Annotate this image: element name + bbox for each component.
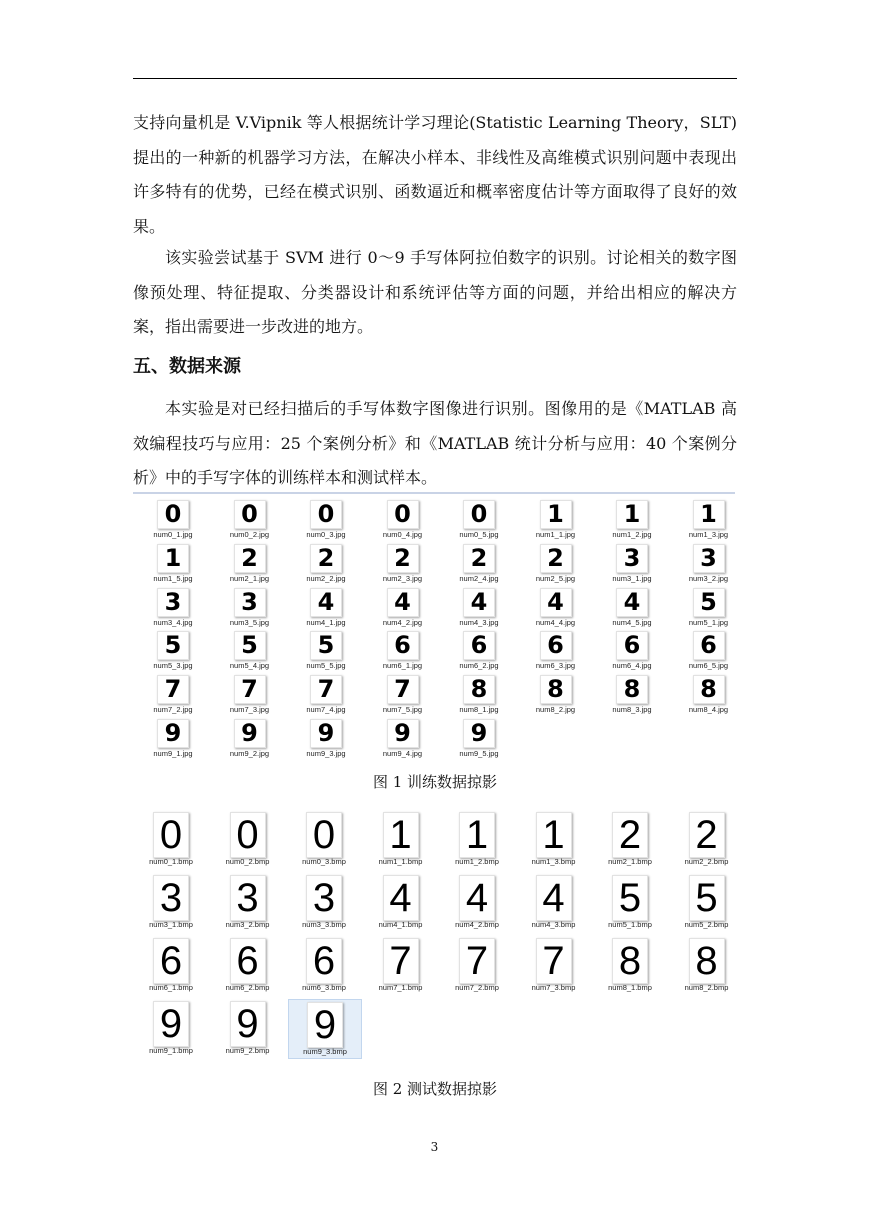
paragraph-data-source: 本实验是对已经扫描后的手写体数字图像进行识别。图像用的是《MATLAB 高效编程技巧与应用：25 个案例分析》和《MATLAB 统计分析与应用：40 个案例分析》中的手写字体的训练样本和测试样本。 xyxy=(133,399,737,487)
digit-image xyxy=(307,1002,343,1048)
digit-glyph: 5 xyxy=(317,631,335,660)
file-name-label: num0_3.jpg xyxy=(306,530,346,539)
digit-image xyxy=(616,500,648,529)
file-name-label: num9_3.bmp xyxy=(303,1047,347,1056)
digit-glyph: 0 xyxy=(159,813,183,857)
digit-image xyxy=(157,675,189,704)
thumbnail-item[interactable] xyxy=(596,498,668,540)
thumbnail-item[interactable] xyxy=(673,629,745,671)
digit-glyph: 7 xyxy=(394,675,411,704)
digit-glyph: 2 xyxy=(695,813,718,857)
digit-glyph: 2 xyxy=(317,543,335,572)
thumbnail-item[interactable] xyxy=(367,542,439,584)
digit-image xyxy=(463,719,495,748)
file-name-label: num5_1.jpg xyxy=(688,617,729,627)
file-name-label: num0_1.bmp xyxy=(149,857,193,866)
thumbnail-item[interactable] xyxy=(594,810,666,868)
file-name-label: num3_1.jpg xyxy=(612,573,652,583)
digit-image xyxy=(693,544,725,573)
digit-image xyxy=(230,1001,266,1047)
file-name-label: num0_3.bmp xyxy=(302,857,346,866)
file-name-label: num1_2.jpg xyxy=(612,530,652,539)
thumbnail-item[interactable] xyxy=(367,498,439,540)
thumbnail-item[interactable] xyxy=(367,629,439,671)
digit-image xyxy=(463,631,495,660)
thumbnail-item[interactable] xyxy=(290,717,362,759)
digit-image xyxy=(693,588,725,617)
thumbnail-item[interactable] xyxy=(137,542,209,584)
thumbnail-item[interactable] xyxy=(214,586,286,628)
digit-glyph: 5 xyxy=(695,876,718,920)
file-name-label: num8_2.bmp xyxy=(684,983,729,992)
file-name-label: num3_1.bmp xyxy=(149,920,193,929)
thumbnail-item[interactable] xyxy=(520,586,592,628)
file-name-label: num4_1.bmp xyxy=(378,920,423,929)
training-data-figure xyxy=(133,492,735,766)
digit-glyph: 5 xyxy=(700,587,717,616)
thumbnail-item[interactable] xyxy=(518,936,590,994)
digit-glyph: 3 xyxy=(700,543,717,572)
digit-image xyxy=(153,875,189,921)
digit-image xyxy=(689,938,725,984)
digit-glyph: 4 xyxy=(394,587,411,616)
digit-glyph: 4 xyxy=(389,876,412,920)
digit-glyph: 8 xyxy=(470,675,488,704)
page-number: 3 xyxy=(430,1140,439,1154)
file-name-label: num8_3.jpg xyxy=(612,705,652,715)
digit-image xyxy=(459,875,495,921)
thumbnail-item[interactable] xyxy=(520,673,592,715)
thumbnail-item[interactable] xyxy=(594,936,666,994)
digit-glyph: 2 xyxy=(394,543,411,572)
digit-image xyxy=(387,500,419,529)
digit-image xyxy=(157,500,189,529)
thumbnail-item[interactable] xyxy=(135,936,207,994)
digit-glyph: 4 xyxy=(465,876,489,920)
file-name-label: num8_4.jpg xyxy=(688,705,729,715)
file-name-label: num5_2.bmp xyxy=(684,920,729,929)
digit-glyph: 8 xyxy=(547,675,564,704)
digit-image xyxy=(234,588,266,617)
file-name-label: num2_5.jpg xyxy=(535,573,576,583)
thumbnail-item[interactable] xyxy=(594,873,666,931)
thumbnail-item[interactable] xyxy=(135,873,207,931)
digit-image xyxy=(383,812,419,858)
file-name-label: num3_3.bmp xyxy=(302,920,346,929)
digit-glyph: 7 xyxy=(317,675,335,704)
digit-glyph: 5 xyxy=(164,631,182,660)
thumbnail-item[interactable] xyxy=(365,936,437,994)
thumbnail-item[interactable] xyxy=(443,586,515,628)
file-name-label: num1_3.jpg xyxy=(688,530,729,539)
digit-image xyxy=(463,500,495,529)
file-name-label: num6_4.jpg xyxy=(612,661,652,671)
file-name-label: num2_2.bmp xyxy=(684,857,729,866)
digit-glyph: 0 xyxy=(317,500,335,528)
file-name-label: num1_1.jpg xyxy=(535,530,576,539)
digit-image xyxy=(234,544,266,573)
thumbnail-item[interactable] xyxy=(673,498,745,540)
thumbnail-item[interactable] xyxy=(288,810,360,868)
digit-image xyxy=(387,544,419,573)
digit-image xyxy=(536,875,572,921)
thumbnail-item[interactable] xyxy=(137,498,209,540)
thumbnail-item[interactable] xyxy=(596,542,668,584)
digit-glyph: 6 xyxy=(159,939,183,983)
digit-image xyxy=(383,875,419,921)
file-name-label: num6_1.bmp xyxy=(149,983,193,992)
file-name-label: num2_1.jpg xyxy=(229,573,270,583)
digit-image xyxy=(616,544,648,573)
thumbnail-item[interactable] xyxy=(443,673,515,715)
digit-glyph: 0 xyxy=(394,500,411,528)
digit-glyph: 8 xyxy=(700,675,717,704)
file-name-label: num4_2.jpg xyxy=(382,617,423,627)
thumbnail-item[interactable] xyxy=(135,999,207,1057)
file-name-label: num9_2.jpg xyxy=(229,749,270,758)
digit-glyph: 2 xyxy=(547,543,564,572)
file-name-label: num2_3.jpg xyxy=(382,573,423,583)
thumbnail-item[interactable] xyxy=(290,498,362,540)
digit-image xyxy=(387,675,419,704)
digit-glyph: 5 xyxy=(241,631,258,660)
digit-image xyxy=(463,675,495,704)
figure2-caption: 图 2 测试数据掠影 xyxy=(372,1080,498,1098)
thumbnail-item[interactable] xyxy=(443,542,515,584)
digit-image xyxy=(310,500,342,529)
digit-image xyxy=(157,631,189,660)
digit-image xyxy=(387,719,419,748)
thumbnail-item[interactable] xyxy=(441,936,513,994)
digit-image xyxy=(306,875,342,921)
thumbnail-item[interactable] xyxy=(212,810,284,868)
thumbnail-item[interactable] xyxy=(367,673,439,715)
digit-glyph: 9 xyxy=(317,719,335,747)
digit-image xyxy=(536,812,572,858)
digit-image xyxy=(693,675,725,704)
test-data-figure xyxy=(133,806,735,1064)
digit-glyph: 3 xyxy=(159,876,183,920)
file-name-label: num2_4.jpg xyxy=(459,573,499,583)
digit-glyph: 6 xyxy=(547,631,564,660)
digit-image xyxy=(536,938,572,984)
digit-image xyxy=(153,812,189,858)
digit-image xyxy=(157,588,189,617)
file-name-label: num6_3.jpg xyxy=(535,661,576,671)
file-name-label: num0_2.jpg xyxy=(229,530,270,539)
file-name-label: num8_1.bmp xyxy=(608,983,652,992)
file-name-label: num7_3.bmp xyxy=(531,983,576,992)
digit-image xyxy=(234,719,266,748)
digit-image xyxy=(230,812,266,858)
digit-glyph: 6 xyxy=(700,631,717,660)
thumbnail-item[interactable] xyxy=(596,629,668,671)
thumbnail-item[interactable] xyxy=(137,717,209,759)
thumbnail-item[interactable] xyxy=(365,810,437,868)
digit-glyph: 3 xyxy=(241,587,258,616)
thumbnail-item[interactable] xyxy=(520,542,592,584)
file-name-label: num7_2.jpg xyxy=(153,705,193,715)
thumbnail-item[interactable] xyxy=(671,936,743,994)
file-name-label: num3_2.jpg xyxy=(688,573,729,583)
file-name-label: num7_1.bmp xyxy=(378,983,423,992)
file-name-label: num0_1.jpg xyxy=(153,530,193,539)
file-name-label: num8_1.jpg xyxy=(459,705,499,715)
thumbnail-item[interactable] xyxy=(135,810,207,868)
digit-glyph: 7 xyxy=(465,939,489,983)
digit-image xyxy=(230,875,266,921)
digit-glyph: 0 xyxy=(470,500,488,528)
figure1-caption: 图 1 训练数据掠影 xyxy=(372,773,498,791)
thumbnail-item[interactable] xyxy=(673,673,745,715)
file-name-label: num1_3.bmp xyxy=(531,857,576,866)
thumbnail-item[interactable] xyxy=(520,498,592,540)
digit-image xyxy=(463,588,495,617)
file-name-label: num4_3.jpg xyxy=(459,617,499,627)
file-name-label: num6_5.jpg xyxy=(688,661,729,671)
digit-image xyxy=(234,675,266,704)
file-name-label: num4_2.bmp xyxy=(455,920,499,929)
digit-image xyxy=(234,500,266,529)
digit-image xyxy=(612,875,648,921)
paragraph-svm-intro: 支持向量机是 V.Vipnik 等人根据统计学习理论(Statistic Learning Theory，SLT)提出的一种新的机器学习方法，在解决小样本、非线性及高维模式识别问题中表现出许多特有的优势，已经在模式识别、函数逼近和概率密度估计等方面取得了良好的效果。 xyxy=(133,113,737,236)
digit-image xyxy=(230,938,266,984)
file-name-label: num9_4.jpg xyxy=(382,749,423,758)
digit-glyph: 9 xyxy=(236,1002,259,1046)
digit-glyph: 3 xyxy=(236,876,259,920)
thumbnail-item[interactable] xyxy=(365,873,437,931)
digit-image xyxy=(310,588,342,617)
thumbnail-item[interactable] xyxy=(596,586,668,628)
file-name-label: num1_2.bmp xyxy=(455,857,499,866)
digit-glyph: 4 xyxy=(542,876,565,920)
file-name-label: num8_2.jpg xyxy=(535,705,576,715)
thumbnail-item[interactable] xyxy=(290,586,362,628)
thumbnail-item[interactable] xyxy=(212,873,284,931)
file-name-label: num9_1.bmp xyxy=(149,1046,193,1055)
thumbnail-item[interactable] xyxy=(518,810,590,868)
thumbnail-item[interactable] xyxy=(214,717,286,759)
digit-image xyxy=(310,544,342,573)
digit-glyph: 1 xyxy=(700,500,717,528)
digit-glyph: 8 xyxy=(623,675,641,704)
digit-glyph: 3 xyxy=(164,587,182,616)
digit-image xyxy=(540,675,572,704)
file-name-label: num5_3.jpg xyxy=(153,661,193,671)
thumbnail-item[interactable] xyxy=(596,673,668,715)
paragraph-experiment-goal: 该实验尝试基于 SVM 进行 0～9 手写体阿拉伯数字的识别。讨论相关的数字图像预处理、特征提取、分类器设计和系统评估等方面的问题，并给出相应的解决方案，指出需要进一步改进的地方。 xyxy=(133,248,737,336)
digit-image xyxy=(383,938,419,984)
file-name-label: num6_1.jpg xyxy=(382,661,423,671)
thumbnail-item[interactable] xyxy=(673,542,745,584)
file-name-label: num2_2.jpg xyxy=(306,573,346,583)
file-name-label: num9_3.jpg xyxy=(306,749,346,758)
digit-image xyxy=(612,812,648,858)
digit-glyph: 3 xyxy=(623,543,641,572)
digit-image xyxy=(153,1001,189,1047)
digit-glyph: 1 xyxy=(465,813,489,857)
section-heading: 五、数据来源 xyxy=(133,356,241,377)
digit-glyph: 2 xyxy=(241,543,258,572)
thumbnail-item[interactable] xyxy=(212,999,284,1057)
file-name-label: num4_5.jpg xyxy=(612,617,652,627)
digit-glyph: 9 xyxy=(159,1002,183,1046)
digit-glyph: 6 xyxy=(394,631,411,660)
thumbnail-item[interactable] xyxy=(673,586,745,628)
thumbnail-item[interactable] xyxy=(288,936,360,994)
digit-image xyxy=(310,631,342,660)
digit-image xyxy=(153,938,189,984)
digit-image xyxy=(540,631,572,660)
digit-glyph: 8 xyxy=(618,939,642,983)
file-name-label: num9_1.jpg xyxy=(153,749,193,758)
file-name-label: num7_3.jpg xyxy=(229,705,270,715)
digit-glyph: 3 xyxy=(312,876,336,920)
thumbnail-item[interactable] xyxy=(671,810,743,868)
file-name-label: num4_4.jpg xyxy=(535,617,576,627)
file-name-label: num2_1.bmp xyxy=(608,857,652,866)
digit-image xyxy=(234,631,266,660)
thumbnail-item[interactable] xyxy=(520,629,592,671)
digit-glyph: 0 xyxy=(241,500,258,528)
thumbnail-item[interactable] xyxy=(137,586,209,628)
digit-image xyxy=(387,588,419,617)
file-name-label: num0_4.jpg xyxy=(382,530,423,539)
thumbnail-item[interactable] xyxy=(214,542,286,584)
thumbnail-item[interactable] xyxy=(288,873,360,931)
file-name-label: num4_1.jpg xyxy=(306,617,346,627)
file-name-label: num4_3.bmp xyxy=(531,920,576,929)
file-name-label: num3_5.jpg xyxy=(229,617,270,627)
thumbnail-item[interactable] xyxy=(290,629,362,671)
digit-glyph: 4 xyxy=(547,587,564,616)
file-name-label: num1_5.jpg xyxy=(153,573,193,583)
digit-glyph: 4 xyxy=(470,587,488,616)
digit-glyph: 4 xyxy=(623,587,641,616)
digit-glyph: 9 xyxy=(394,719,411,747)
thumbnail-item[interactable] xyxy=(441,873,513,931)
file-name-label: num5_4.jpg xyxy=(229,661,270,671)
thumbnail-item[interactable] xyxy=(443,717,515,759)
digit-image xyxy=(616,588,648,617)
file-name-label: num7_4.jpg xyxy=(306,705,346,715)
file-name-label: num7_2.bmp xyxy=(455,983,499,992)
file-name-label: num6_3.bmp xyxy=(302,983,346,992)
digit-glyph: 7 xyxy=(164,675,182,704)
file-name-label: num1_1.bmp xyxy=(378,857,423,866)
digit-glyph: 9 xyxy=(470,719,488,747)
thumbnail-item[interactable] xyxy=(214,498,286,540)
file-name-label: num7_5.jpg xyxy=(382,705,423,715)
thumbnail-item[interactable] xyxy=(367,717,439,759)
thumbnail-item[interactable] xyxy=(518,873,590,931)
digit-image xyxy=(612,938,648,984)
digit-glyph: 1 xyxy=(623,500,641,528)
digit-glyph: 2 xyxy=(618,813,642,857)
digit-glyph: 1 xyxy=(542,813,565,857)
digit-glyph: 6 xyxy=(236,939,259,983)
thumbnail-item[interactable] xyxy=(214,673,286,715)
digit-glyph: 6 xyxy=(623,631,641,660)
digit-image xyxy=(616,675,648,704)
digit-image xyxy=(540,588,572,617)
file-name-label: num5_1.bmp xyxy=(608,920,652,929)
digit-glyph: 4 xyxy=(317,587,335,616)
digit-glyph: 1 xyxy=(389,813,412,857)
digit-glyph: 9 xyxy=(164,719,182,747)
digit-glyph: 1 xyxy=(547,500,564,528)
thumbnail-item[interactable] xyxy=(288,999,362,1059)
digit-image xyxy=(157,544,189,573)
digit-image xyxy=(689,812,725,858)
file-name-label: num5_5.jpg xyxy=(306,661,346,671)
thumbnail-item[interactable] xyxy=(443,498,515,540)
digit-image xyxy=(540,544,572,573)
thumbnail-item[interactable] xyxy=(671,873,743,931)
file-name-label: num3_4.jpg xyxy=(153,617,193,627)
digit-glyph: 8 xyxy=(695,939,718,983)
digit-image xyxy=(310,675,342,704)
thumbnail-item[interactable] xyxy=(367,586,439,628)
digit-glyph: 7 xyxy=(389,939,412,983)
digit-glyph: 2 xyxy=(470,543,488,572)
digit-glyph: 9 xyxy=(313,1003,337,1047)
digit-image xyxy=(387,631,419,660)
file-name-label: num0_5.jpg xyxy=(459,530,499,539)
digit-glyph: 0 xyxy=(236,813,259,857)
file-name-label: num3_2.bmp xyxy=(225,920,270,929)
digit-glyph: 0 xyxy=(164,500,182,528)
digit-image xyxy=(689,875,725,921)
thumbnail-item[interactable] xyxy=(137,629,209,671)
thumbnail-item[interactable] xyxy=(212,936,284,994)
digit-image xyxy=(616,631,648,660)
digit-image xyxy=(459,938,495,984)
digit-image xyxy=(540,500,572,529)
thumbnail-item[interactable] xyxy=(137,673,209,715)
digit-glyph: 1 xyxy=(164,543,182,572)
thumbnail-item[interactable] xyxy=(443,629,515,671)
header-rule xyxy=(133,78,737,79)
digit-image xyxy=(459,812,495,858)
digit-image xyxy=(157,719,189,748)
digit-glyph: 7 xyxy=(241,675,258,704)
file-name-label: num9_2.bmp xyxy=(225,1046,270,1055)
digit-image xyxy=(310,719,342,748)
thumbnail-item[interactable] xyxy=(290,673,362,715)
digit-image xyxy=(463,544,495,573)
digit-glyph: 5 xyxy=(618,876,642,920)
digit-glyph: 9 xyxy=(241,719,258,747)
digit-image xyxy=(693,631,725,660)
digit-glyph: 7 xyxy=(542,939,565,983)
thumbnail-item[interactable] xyxy=(441,810,513,868)
file-name-label: num0_2.bmp xyxy=(225,857,270,866)
digit-glyph: 6 xyxy=(470,631,488,660)
thumbnail-item[interactable] xyxy=(290,542,362,584)
digit-image xyxy=(306,938,342,984)
file-name-label: num6_2.jpg xyxy=(459,661,499,671)
digit-glyph: 6 xyxy=(312,939,336,983)
file-name-label: num9_5.jpg xyxy=(459,749,499,758)
digit-glyph: 0 xyxy=(312,813,336,857)
digit-image xyxy=(306,812,342,858)
thumbnail-item[interactable] xyxy=(214,629,286,671)
digit-image xyxy=(693,500,725,529)
file-name-label: num6_2.bmp xyxy=(225,983,270,992)
